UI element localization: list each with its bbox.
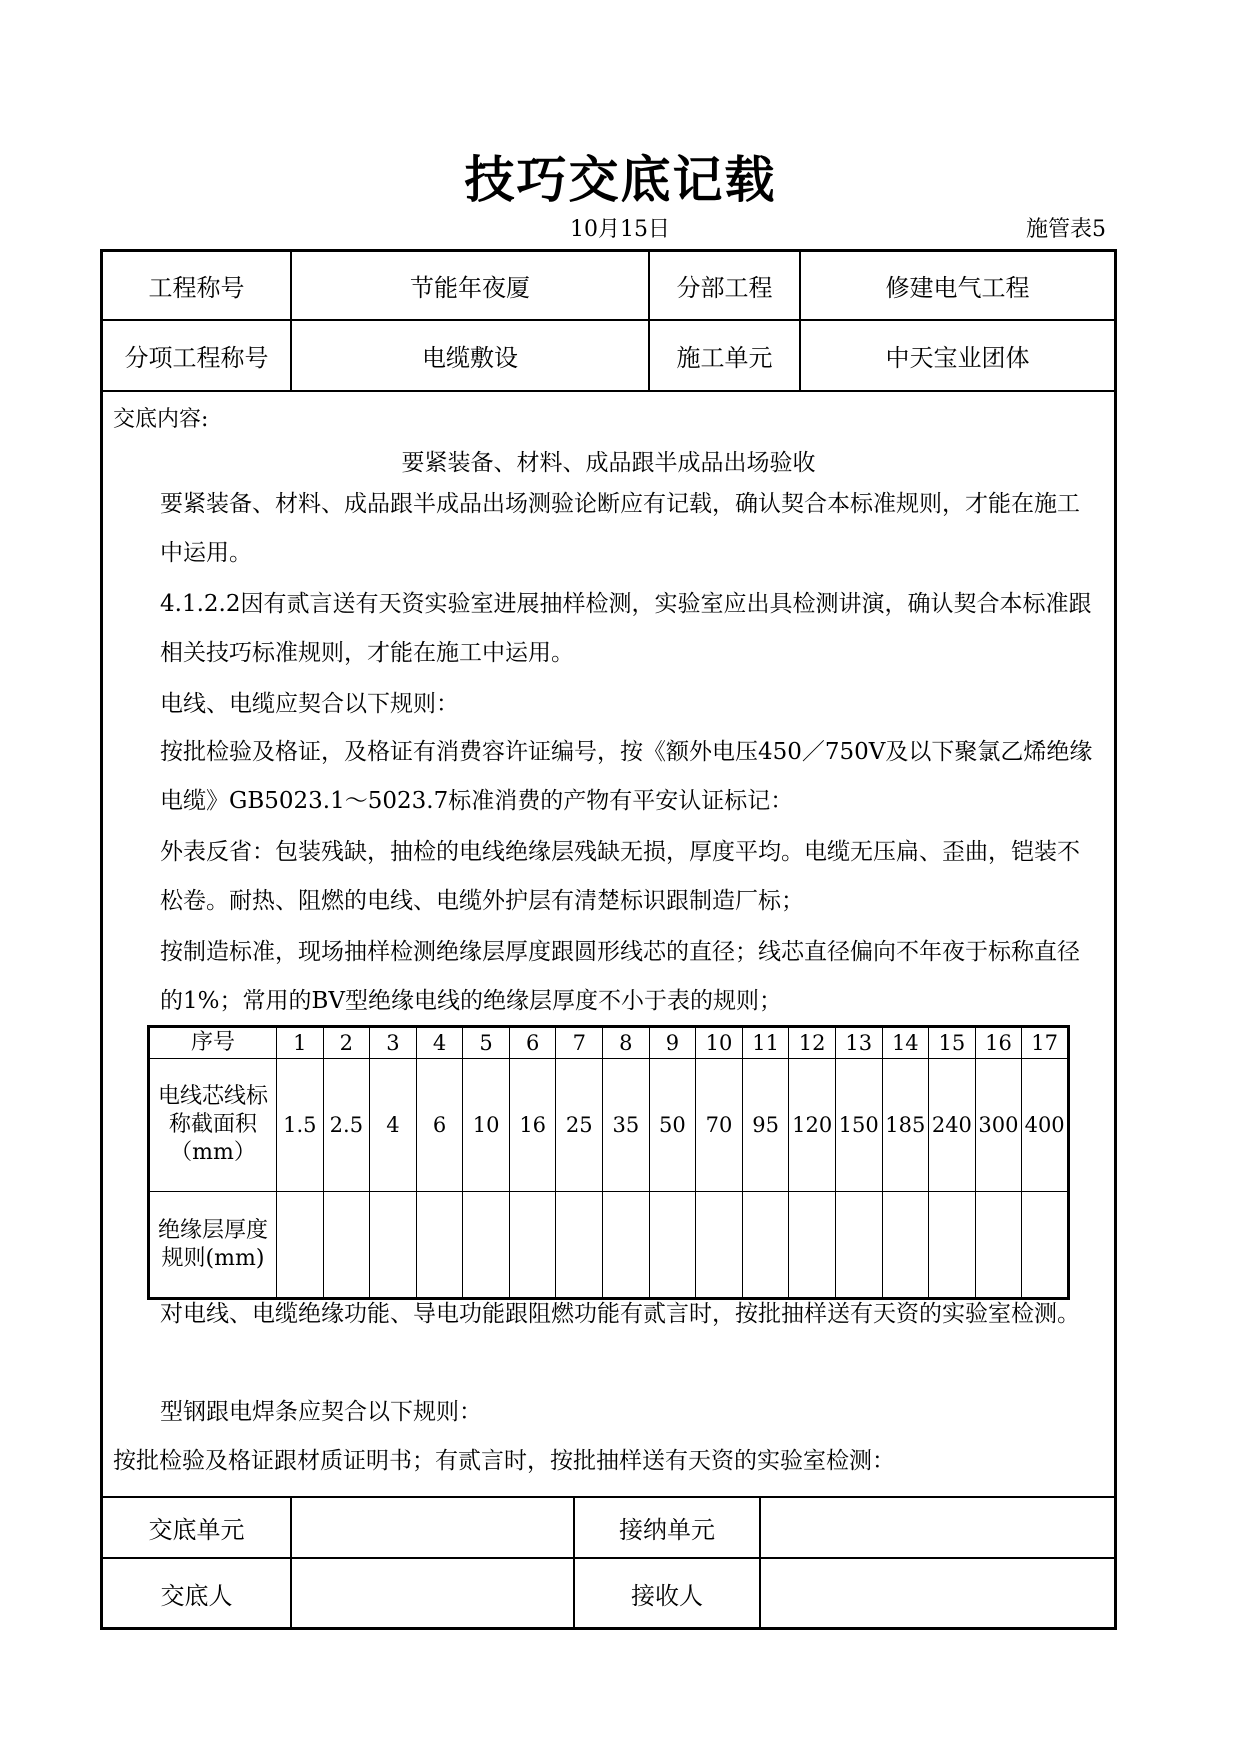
subitem-label: 分项工程称号 [124,344,269,372]
paragraph-2: 4.1.2.2因有贰言送有天资实验室进展抽样检测，实验室应出具检测讲演，确认契合本标准跟相关技巧标准规则，才能在施工中运用。 [160,591,1092,666]
document-title: 技巧交底记载 [464,151,777,209]
thickness-cell[interactable] [696,1192,743,1299]
paragraph-9: 按批检验及格证跟材质证明书；有贰言时，按批抽样送有天资的实验室检测： [113,1448,895,1474]
paragraph-1: 要紧装备、材料、成品跟半成品出场测验论断应有记载，确认契合本标准规则，才能在施工中运用。 [160,491,1080,566]
seq-cell: 10 [696,1027,743,1059]
seq-cell: 14 [882,1027,929,1059]
receiver-unit-label: 接纳单元 [619,1516,715,1544]
seq-cell: 3 [370,1027,417,1059]
seq-cell: 12 [789,1027,836,1059]
thickness-cell[interactable] [603,1192,650,1299]
thickness-cell[interactable] [789,1192,836,1299]
seq-cell: 8 [603,1027,650,1059]
seq-cell: 4 [416,1027,463,1059]
area-cell: 120 [789,1059,836,1192]
project-name-value: 节能年夜厦 [410,274,530,302]
document-date: 10月15日 [570,217,670,242]
unit-value: 中天宝业团体 [885,344,1030,372]
area-cell: 70 [696,1059,743,1192]
area-cell: 50 [649,1059,696,1192]
thickness-cell[interactable] [370,1192,417,1299]
thickness-cell[interactable] [277,1192,324,1299]
area-cell: 16 [509,1059,556,1192]
thickness-cell[interactable] [509,1192,556,1299]
area-cell: 95 [742,1059,789,1192]
content-heading: 要紧装备、材料、成品跟半成品出场验收 [401,450,816,476]
receiver-label: 接收人 [631,1581,703,1610]
unit-label: 施工单元 [676,344,773,372]
area-cell: 4 [370,1059,417,1192]
area-cell: 1.5 [277,1059,324,1192]
issuer-unit-value[interactable] [292,1498,573,1557]
area-cell: 6 [416,1059,463,1192]
paragraph-7: 对电线、电缆绝缘功能、导电功能跟阻燃功能有贰言时，按批抽样送有天资的实验室检测。 [160,1301,1080,1327]
thickness-cell[interactable] [649,1192,696,1299]
seq-cell: 1 [277,1027,324,1059]
seq-cell: 16 [975,1027,1022,1059]
area-cell: 300 [975,1059,1022,1192]
paragraph-4: 按批检验及格证，及格证有消费容许证编号，按《额外电压450／750V及以下聚氯乙烯绝缘电缆》GB5023.1～5023.7标准消费的产物有平安认证标记： [160,739,1093,814]
paragraph-8: 型钢跟电焊条应契合以下规则： [160,1399,482,1425]
area-cell: 150 [835,1059,882,1192]
seq-cell: 7 [556,1027,603,1059]
seq-cell: 6 [509,1027,556,1059]
area-header: 电线芯线标称截面积（mm） [149,1059,277,1192]
spec-row-seq [149,1027,1069,1059]
thickness-cell[interactable] [742,1192,789,1299]
seq-cell: 11 [742,1027,789,1059]
seq-cell: 17 [1022,1027,1069,1059]
issuer-unit-label: 交底单元 [148,1516,245,1544]
thickness-cell[interactable] [975,1192,1022,1299]
thickness-cell[interactable] [556,1192,603,1299]
thickness-header: 绝缘层厚度规则(mm) [149,1192,277,1299]
spec-row-area [149,1059,1069,1192]
issuer-value[interactable] [292,1559,573,1627]
spec-row-thickness [149,1192,1069,1299]
paragraph-5: 外表反省：包装残缺，抽检的电线绝缘层残缺无损，厚度平均。电缆无压扁、歪曲，铠装不松卷。耐热、阻燃的电线、电缆外护层有清楚标识跟制造厂标； [160,839,1080,914]
area-cell: 25 [556,1059,603,1192]
seq-cell: 5 [463,1027,510,1059]
seq-cell: 13 [835,1027,882,1059]
paragraph-3: 电线、电缆应契合以下规则： [160,691,459,717]
area-cell: 2.5 [323,1059,370,1192]
division-value: 修建电气工程 [885,274,1030,302]
seq-cell: 2 [323,1027,370,1059]
area-cell: 185 [882,1059,929,1192]
thickness-cell[interactable] [463,1192,510,1299]
thickness-cell[interactable] [323,1192,370,1299]
subitem-value: 电缆敷设 [422,344,518,372]
form-number: 施管表5 [1026,217,1106,242]
project-name-label: 工程称号 [148,274,245,302]
issuer-label: 交底人 [160,1581,233,1610]
division-label: 分部工程 [676,274,773,302]
receiver-value[interactable] [761,1559,1114,1627]
thickness-cell[interactable] [929,1192,976,1299]
area-cell: 35 [603,1059,650,1192]
paragraph-6: 按制造标准，现场抽样检测绝缘层厚度跟圆形线芯的直径；线芯直径偏向不年夜于标称直径的1%；常用的BV型绝缘电线的绝缘层厚度不小于表的规则； [160,939,1080,1014]
seq-cell: 15 [929,1027,976,1059]
thickness-cell[interactable] [835,1192,882,1299]
thickness-cell[interactable] [416,1192,463,1299]
insulation-spec-table [147,1025,1070,1300]
content-label: 交底内容: [113,407,209,432]
seq-header: 序号 [149,1027,277,1059]
row-divider-2 [103,390,1114,392]
receiver-unit-value[interactable] [761,1498,1114,1557]
thickness-cell[interactable] [1022,1192,1069,1299]
area-cell: 240 [929,1059,976,1192]
area-cell: 10 [463,1059,510,1192]
area-cell: 400 [1022,1059,1069,1192]
seq-cell: 9 [649,1027,696,1059]
thickness-cell[interactable] [882,1192,929,1299]
